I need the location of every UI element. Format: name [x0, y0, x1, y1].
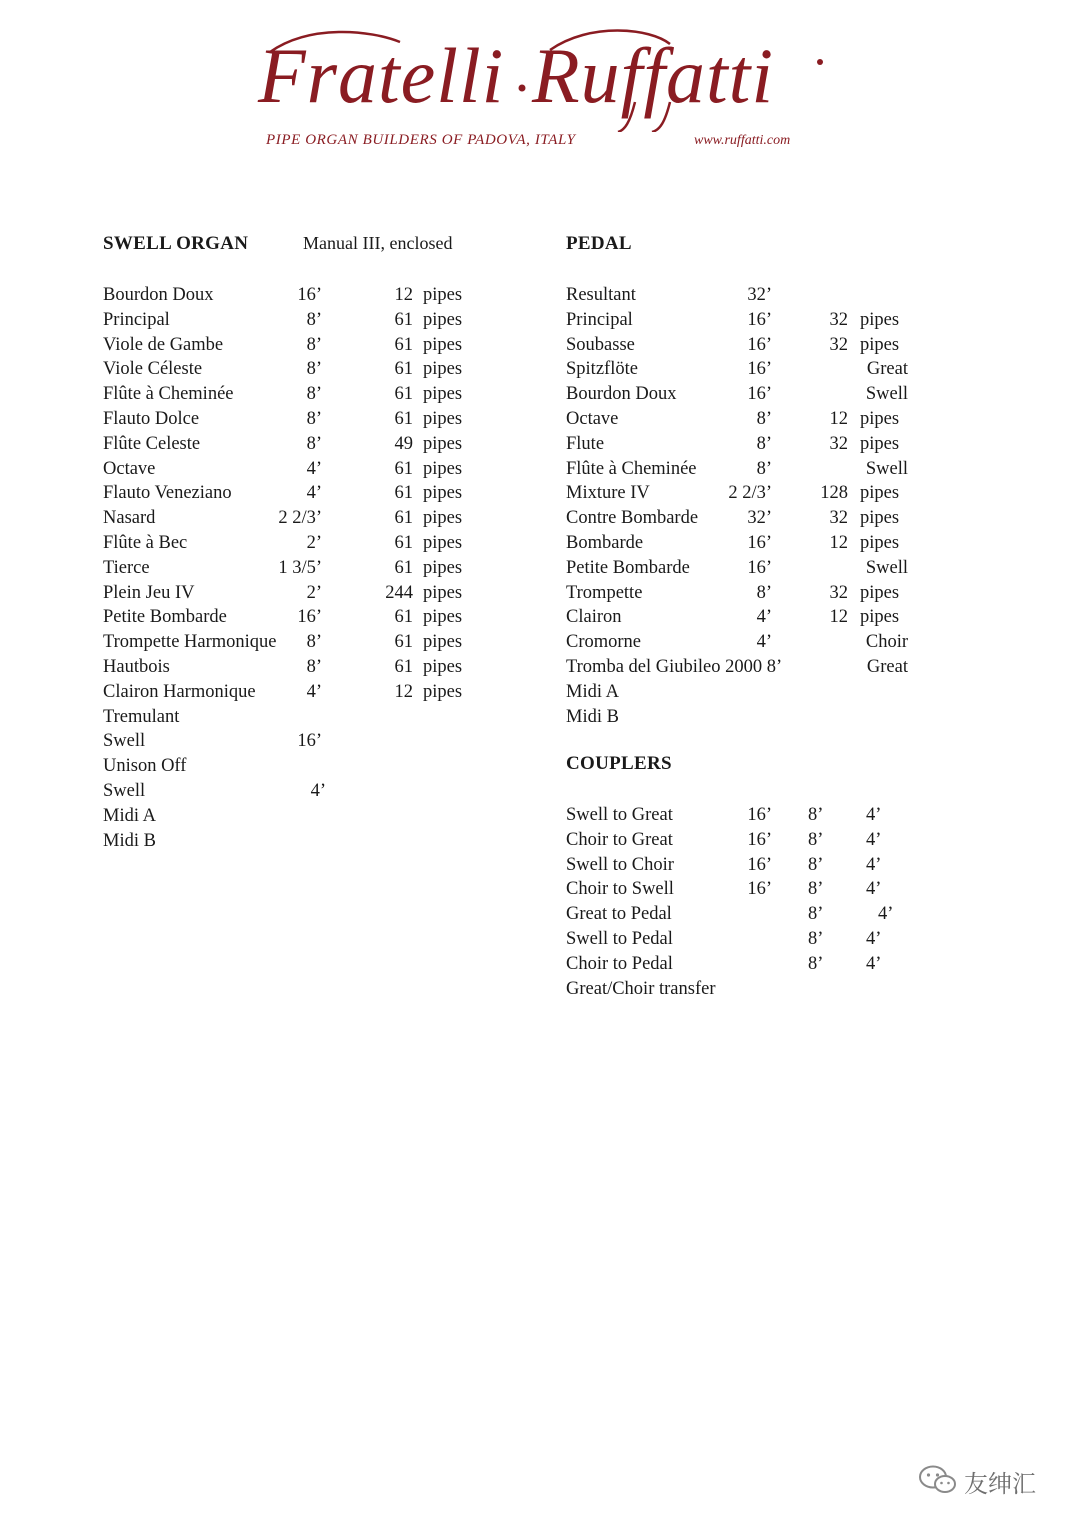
coupler-8ft: 8’	[808, 904, 824, 925]
stop-name: Petite Bombarde	[566, 557, 690, 578]
coupler-name: Swell to Choir	[566, 854, 674, 875]
pipe-count: 12	[829, 533, 848, 553]
stop-name: Midi B	[103, 830, 156, 851]
pipe-count: 61	[394, 657, 413, 677]
stop-name: Clairon	[566, 607, 622, 628]
coupler-name: Choir to Great	[566, 829, 673, 850]
stop-pitch: 8’	[306, 334, 322, 355]
pipe-unit: pipes	[423, 334, 463, 355]
pipe-unit: pipes	[860, 607, 900, 628]
stop-pitch: 2’	[306, 582, 322, 603]
stop-pitch: 4’	[310, 781, 326, 801]
stop-name: Plein Jeu IV	[103, 582, 195, 603]
stop-pitch: 8’	[756, 582, 772, 603]
stop-name: Flauto Veneziano	[103, 483, 232, 504]
source-division: Choir	[865, 632, 908, 653]
stop-name: Bombarde	[566, 533, 644, 553]
coupler-name: Swell to Great	[566, 805, 673, 825]
pipe-count: 61	[394, 359, 413, 380]
pedal-stop-row	[0, 630, 1000, 655]
pipe-unit: pipes	[423, 657, 463, 677]
stop-name: Midi B	[566, 706, 619, 727]
source-division: Swell	[865, 458, 908, 479]
coupler-16ft: 16’	[747, 829, 772, 850]
stop-pitch: 16’	[297, 607, 322, 628]
wechat-icon	[918, 1464, 958, 1496]
wechat-watermark	[918, 1462, 1048, 1498]
pipe-unit: pipes	[423, 309, 463, 330]
stop-name: Viole Céleste	[103, 359, 203, 380]
stop-pitch: 16’	[747, 533, 772, 553]
pipe-unit: pipes	[423, 681, 463, 702]
stop-pitch: 16’	[747, 384, 772, 405]
stop-name: Viole de Gambe	[103, 334, 224, 355]
stop-name: Octave	[103, 458, 156, 479]
source-division: Swell	[865, 384, 908, 405]
stop-pitch: 32’	[747, 508, 772, 529]
source-division: Swell	[865, 557, 908, 578]
stop-pitch: 4’	[306, 483, 322, 504]
stop-name: Tremulant	[103, 706, 180, 727]
coupler-4ft: 4’	[878, 904, 894, 925]
stop-pitch: 4’	[306, 458, 322, 479]
pedal-stop-row	[0, 531, 1000, 556]
pedal-stop-row	[0, 333, 1000, 358]
stop-name: Midi A	[566, 681, 619, 702]
pipe-count: 61	[394, 334, 413, 355]
stop-pitch: 16’	[747, 334, 772, 355]
stop-pitch: 8’	[756, 433, 772, 454]
pipe-count: 61	[394, 557, 413, 578]
stop-name: Flûte à Bec	[103, 533, 188, 553]
stop-pitch: 8’	[306, 359, 322, 380]
coupler-name: Choir to Pedal	[566, 953, 673, 974]
pedal-stop-row	[0, 605, 1000, 630]
stop-name: Tromba del Giubileo 2000 8’	[566, 657, 783, 677]
pipe-count: 12	[394, 681, 413, 702]
stop-name: Cromorne	[566, 632, 642, 653]
source-division: Great	[866, 657, 908, 677]
coupler-8ft: 8’	[808, 953, 824, 974]
swell-organ-title: SWELL ORGAN	[103, 233, 249, 254]
stop-pitch: 8’	[306, 384, 322, 405]
pipe-unit: pipes	[860, 433, 900, 454]
pipe-count: 61	[394, 409, 413, 429]
pipe-count: 61	[394, 632, 413, 653]
pipe-unit: pipes	[423, 607, 463, 628]
stop-pitch: 8’	[756, 458, 772, 479]
pedal-stop-row	[0, 481, 1000, 506]
couplers-title: COUPLERS	[566, 753, 672, 774]
coupler-8ft: 8’	[808, 829, 824, 850]
coupler-row	[0, 828, 1000, 853]
pipe-count: 61	[394, 309, 413, 330]
stop-name: Flûte Celeste	[103, 433, 201, 454]
stop-pitch: 8’	[756, 409, 772, 429]
swell-organ-subtitle: Manual III, enclosed	[303, 233, 453, 253]
stop-pitch: 8’	[306, 409, 322, 429]
stop-name: Bourdon Doux	[566, 384, 677, 405]
stop-pitch: 2 2/3’	[728, 483, 772, 504]
website-link[interactable]: www.ruffatti.com	[694, 133, 791, 148]
stop-pitch: 2’	[306, 533, 322, 553]
pedal-stop-row	[0, 581, 1000, 606]
stop-name: Hautbois	[103, 657, 170, 677]
tagline: PIPE ORGAN BUILDERS OF PADOVA, ITALY	[266, 132, 576, 148]
stop-pitch: 8’	[306, 657, 322, 677]
stop-name: Flute	[566, 433, 605, 454]
coupler-4ft: 4’	[866, 805, 882, 825]
pipe-count: 61	[394, 508, 413, 529]
coupler-name: Great to Pedal	[566, 904, 672, 925]
swell-stop-row	[0, 779, 520, 804]
pipe-unit: pipes	[860, 508, 900, 529]
stop-name: Trompette	[566, 582, 643, 603]
stop-name: Flauto Dolce	[103, 409, 200, 429]
pedal-stop-row	[0, 432, 1000, 457]
fratelli-ruffatti-logo	[250, 22, 840, 132]
swell-stop-row	[0, 729, 520, 754]
stop-pitch: 8’	[306, 632, 322, 653]
pipe-count: 12	[829, 409, 848, 429]
pipe-count: 12	[829, 607, 848, 628]
pipe-count: 49	[394, 433, 413, 454]
stop-pitch: 16’	[297, 285, 322, 305]
pipe-unit: pipes	[423, 533, 463, 553]
pipe-unit: pipes	[860, 533, 900, 553]
svg-text:Ruffatti: Ruffatti	[532, 32, 774, 119]
stop-name: Principal	[103, 309, 170, 330]
coupler-16ft: 16’	[747, 854, 772, 875]
pipe-unit: pipes	[860, 309, 900, 330]
pedal-stop-row	[0, 457, 1000, 482]
pipe-unit: pipes	[860, 334, 900, 355]
watermark-text: 友绅汇	[964, 1470, 1036, 1498]
coupler-name: Choir to Swell	[566, 879, 674, 900]
source-division: Great	[866, 359, 908, 380]
pipe-count: 32	[829, 309, 848, 330]
letterhead	[0, 0, 1080, 170]
pedal-stop-row	[0, 308, 1000, 333]
coupler-4ft: 4’	[866, 854, 882, 875]
stop-name: Octave	[566, 409, 619, 429]
stop-pitch: 8’	[306, 309, 322, 330]
pipe-count: 12	[394, 285, 413, 305]
stop-pitch: 16’	[747, 309, 772, 330]
stop-name: Mixture IV	[566, 483, 650, 504]
stop-pitch: 8’	[306, 433, 322, 454]
pedal-stop-row	[0, 556, 1000, 581]
stop-name: Nasard	[103, 508, 156, 529]
stop-name: Flûte à Cheminée	[103, 384, 234, 405]
stop-pitch: 16’	[747, 359, 772, 380]
stop-name: Unison Off	[103, 756, 187, 777]
stop-name: Contre Bombarde	[566, 508, 699, 529]
coupler-8ft: 8’	[808, 854, 824, 875]
stop-pitch: 1 3/5’	[278, 557, 322, 578]
coupler-4ft: 4’	[866, 879, 882, 900]
stop-pitch: 4’	[756, 632, 772, 653]
coupler-row	[0, 902, 1000, 927]
pipe-unit: pipes	[423, 508, 463, 529]
coupler-16ft: 16’	[747, 879, 772, 900]
pipe-unit: pipes	[423, 582, 463, 603]
stop-pitch: 2 2/3’	[278, 508, 322, 529]
pipe-count: 61	[394, 533, 413, 553]
coupler-row	[0, 977, 1000, 1002]
pedal-stop-row	[0, 283, 1000, 308]
stop-name: Spitzflöte	[566, 359, 638, 380]
pipe-unit: pipes	[423, 384, 463, 405]
pipe-count: 61	[394, 458, 413, 479]
stop-name: Midi A	[103, 805, 156, 826]
coupler-16ft: 16’	[747, 805, 772, 825]
pipe-unit: pipes	[423, 359, 463, 380]
stop-name: Clairon Harmonique	[103, 681, 256, 702]
coupler-8ft: 8’	[808, 805, 824, 825]
pipe-unit: pipes	[423, 285, 463, 305]
pedal-stop-row	[0, 506, 1000, 531]
stop-name: Principal	[566, 309, 633, 330]
coupler-row	[0, 927, 1000, 952]
pipe-count: 61	[394, 607, 413, 628]
stop-pitch: 32’	[747, 285, 772, 305]
stop-name: Resultant	[566, 285, 636, 305]
pipe-count: 32	[829, 433, 848, 454]
pipe-unit: pipes	[423, 557, 463, 578]
stop-name: Trompette Harmonique	[103, 632, 277, 653]
pipe-count: 32	[829, 508, 848, 529]
coupler-row	[0, 877, 1000, 902]
pipe-unit: pipes	[423, 433, 463, 454]
pedal-stop-row	[0, 705, 1000, 730]
pipe-count: 32	[829, 334, 848, 355]
coupler-name: Swell to Pedal	[566, 929, 673, 949]
coupler-row	[0, 853, 1000, 878]
pedal-stop-row	[0, 680, 1000, 705]
coupler-4ft: 4’	[866, 953, 882, 974]
coupler-row	[0, 952, 1000, 977]
coupler-8ft: 8’	[808, 929, 824, 949]
swell-stop-row	[0, 754, 520, 779]
coupler-name: Great/Choir transfer	[566, 978, 716, 999]
coupler-row	[0, 803, 1000, 828]
pipe-unit: pipes	[860, 409, 900, 429]
stop-name: Soubasse	[566, 334, 635, 355]
pipe-count: 32	[829, 582, 848, 603]
pedal-title: PEDAL	[566, 233, 632, 254]
pipe-unit: pipes	[860, 483, 900, 504]
stop-name: Tierce	[103, 557, 150, 578]
pipe-count: 61	[394, 483, 413, 504]
pipe-count: 128	[820, 483, 848, 504]
pipe-unit: pipes	[423, 409, 463, 429]
stop-name: Swell	[103, 731, 146, 752]
stop-name: Petite Bombarde	[103, 607, 227, 628]
coupler-8ft: 8’	[808, 879, 824, 900]
stop-name: Bourdon Doux	[103, 285, 214, 305]
pipe-count: 61	[394, 384, 413, 405]
pipe-unit: pipes	[860, 582, 900, 603]
pedal-stop-row	[0, 655, 1000, 680]
stop-pitch: 16’	[747, 557, 772, 578]
coupler-4ft: 4’	[866, 829, 882, 850]
pedal-stop-row	[0, 357, 1000, 382]
pipe-unit: pipes	[423, 458, 463, 479]
pedal-stop-row	[0, 407, 1000, 432]
stop-name: Flûte à Cheminée	[566, 458, 697, 479]
stop-pitch: 16’	[297, 731, 322, 752]
stop-pitch: 4’	[756, 607, 772, 628]
pipe-unit: pipes	[423, 632, 463, 653]
pedal-stop-row	[0, 382, 1000, 407]
coupler-4ft: 4’	[866, 929, 882, 949]
stop-name: Swell	[103, 781, 146, 801]
pipe-unit: pipes	[423, 483, 463, 504]
svg-text:Fratelli: Fratelli	[258, 32, 505, 119]
stop-pitch: 4’	[306, 681, 322, 702]
pipe-count: 244	[385, 582, 413, 603]
